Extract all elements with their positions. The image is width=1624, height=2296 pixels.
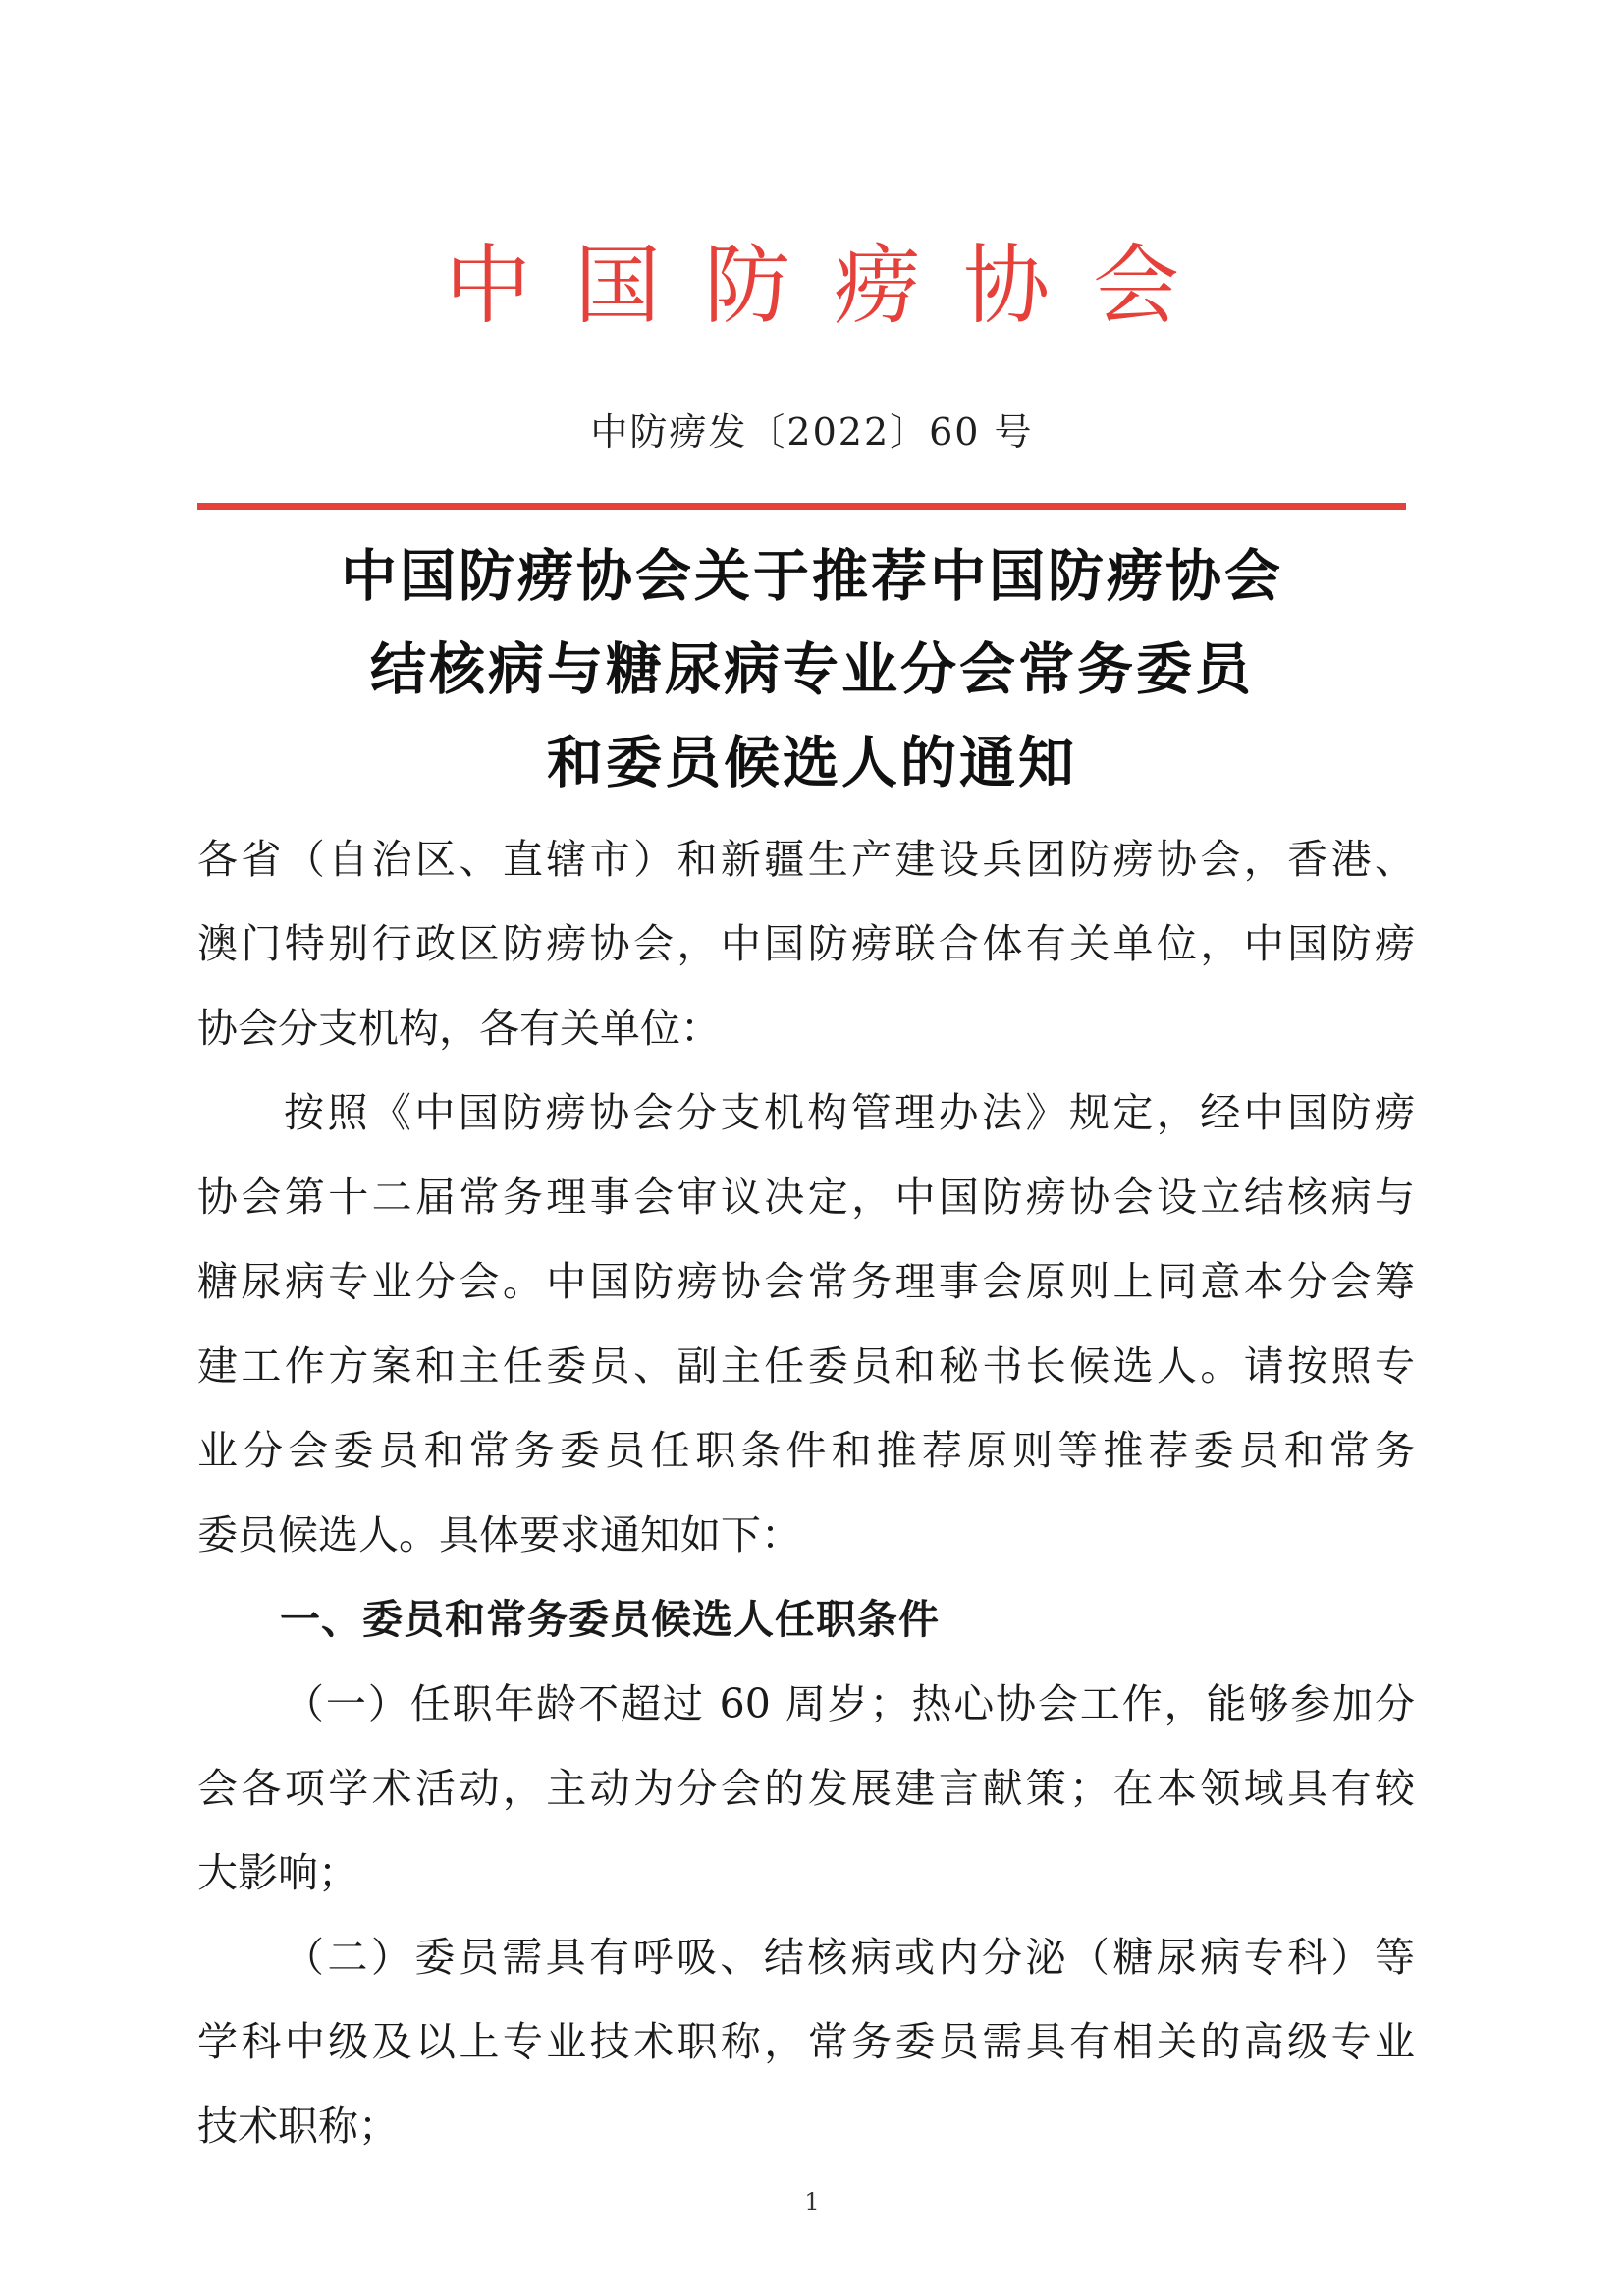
document-body bbox=[197, 817, 1415, 2168]
section-heading: 一、委员和常务委员候选人任职条件 bbox=[280, 1596, 940, 1643]
document-title bbox=[147, 529, 1477, 809]
text-line: 业分会委员和常务委员任职条件和推荐原则等推荐委员和常务 bbox=[197, 1427, 1415, 1474]
addressee-paragraph bbox=[197, 817, 1415, 1070]
text-line: 技术职称； bbox=[197, 2103, 399, 2150]
list-item bbox=[197, 1915, 1415, 2168]
text-line: 协会第十二届常务理事会审议决定，中国防痨协会设立结核病与 bbox=[197, 1174, 1415, 1221]
text-line: 建工作方案和主任委员、副主任委员和秘书长候选人。请按照专 bbox=[197, 1342, 1415, 1390]
text-line: 委员候选人。具体要求通知如下： bbox=[197, 1511, 801, 1558]
text-line: 会各项学术活动，主动为分会的发展建言献策；在本领域具有较 bbox=[197, 1765, 1415, 1812]
text-line: 学科中级及以上专业技术职称，常务委员需具有相关的高级专业 bbox=[197, 2018, 1415, 2065]
organization-name: 中国防痨协会 bbox=[444, 235, 1222, 336]
title-line: 结核病与糖尿病专业分会常务委员 bbox=[370, 636, 1254, 702]
text-line: （一）任职年龄不超过 60 周岁；热心协会工作，能够参加分 bbox=[284, 1680, 1415, 1727]
text-line: 各省（自治区、直辖市）和新疆生产建设兵团防痨协会，香港、 bbox=[197, 836, 1415, 883]
text-line: 糖尿病专业分会。中国防痨协会常务理事会原则上同意本分会筹 bbox=[197, 1258, 1415, 1305]
text-line: 协会分支机构，各有关单位： bbox=[197, 1005, 721, 1052]
title-line: 和委员候选人的通知 bbox=[547, 730, 1077, 795]
page-number: 1 bbox=[804, 2188, 820, 2215]
text-line: 按照《中国防痨协会分支机构管理办法》规定，经中国防痨 bbox=[284, 1089, 1415, 1136]
text-line: （二）委员需具有呼吸、结核病或内分泌（糖尿病专科）等 bbox=[284, 1934, 1415, 1981]
document-number: 中防痨发〔2022〕60 号 bbox=[590, 410, 1034, 454]
text-line: 大影响； bbox=[197, 1849, 358, 1896]
title-line: 中国防痨协会关于推荐中国防痨协会 bbox=[341, 543, 1283, 609]
red-divider-rule bbox=[197, 503, 1406, 510]
list-item bbox=[197, 1662, 1415, 1915]
text-line: 澳门特别行政区防痨协会，中国防痨联合体有关单位，中国防痨 bbox=[197, 920, 1415, 967]
body-paragraph bbox=[197, 1070, 1415, 1577]
